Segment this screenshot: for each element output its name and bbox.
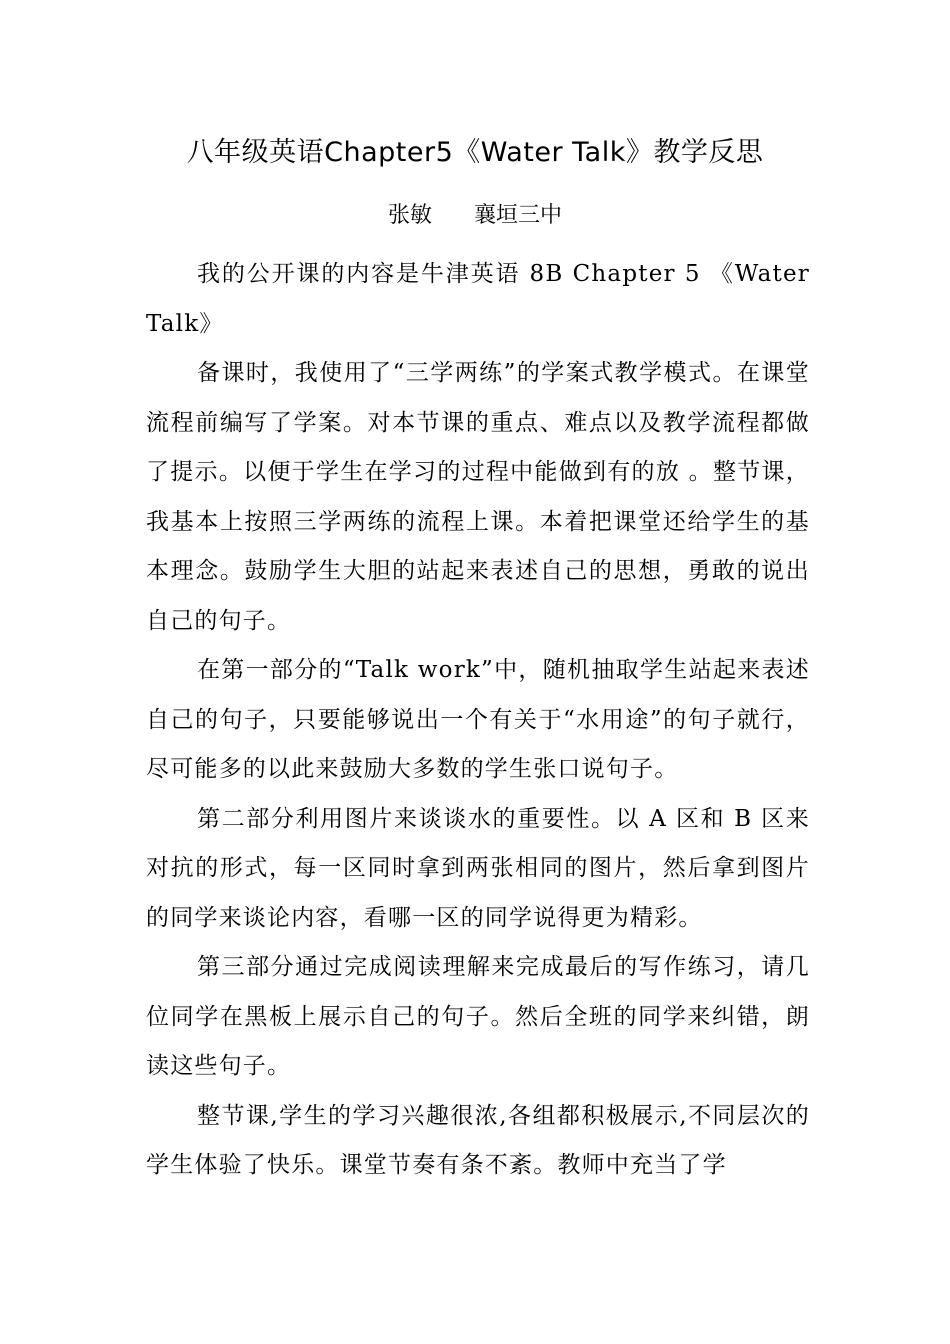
- paragraph-part-two: 第二部分利用图片来谈谈水的重要性。以 A 区和 B 区来对抗的形式，每一区同时拿到两张相同的图片，然后拿到图片的同学来谈论内容，看哪一区的同学说得更为精彩。: [146, 805, 810, 931]
- author-line: 张敏 襄垣三中: [388, 203, 562, 228]
- document-body: [146, 250, 810, 1191]
- document-title: 八年级英语Chapter5《Water Talk》教学反思: [186, 137, 764, 168]
- paragraph-part-one: 在第一部分的“Talk work”中，随机抽取学生站起来表述自己的句子，只要能够说出一个有关于“水用途”的句子就行，尽可能多的以此来鼓励大多数的学生张口说句子。: [146, 657, 810, 782]
- paragraph-part-three: 第三部分通过完成阅读理解来完成最后的写作练习，请几位同学在黑板上展示自己的句子。然后全班的同学来纠错，朗读这些句子。: [146, 954, 810, 1079]
- paragraph-intro: 我的公开课的内容是牛津英语 8B Chapter 5 《Water Talk》: [146, 261, 810, 337]
- paragraph-summary: 整节课,学生的学习兴趣很浓,各组都积极展示,不同层次的学生体验了快乐。课堂节奏有条不紊。教师中充当了学: [146, 1102, 810, 1178]
- paragraph-lesson-prep: 备课时，我使用了“三学两练”的学案式教学模式。在课堂流程前编写了学案。对本节课的重点、难点以及教学流程都做了提示。以便于学生在学习的过程中能做到有的放 。整节课，我基本上按照三学两练的流程上课。本着把课堂还给学生的基本理念。鼓励学生大胆的站起来表述自己的思想，勇敢的说出自己的句子。: [146, 360, 810, 634]
